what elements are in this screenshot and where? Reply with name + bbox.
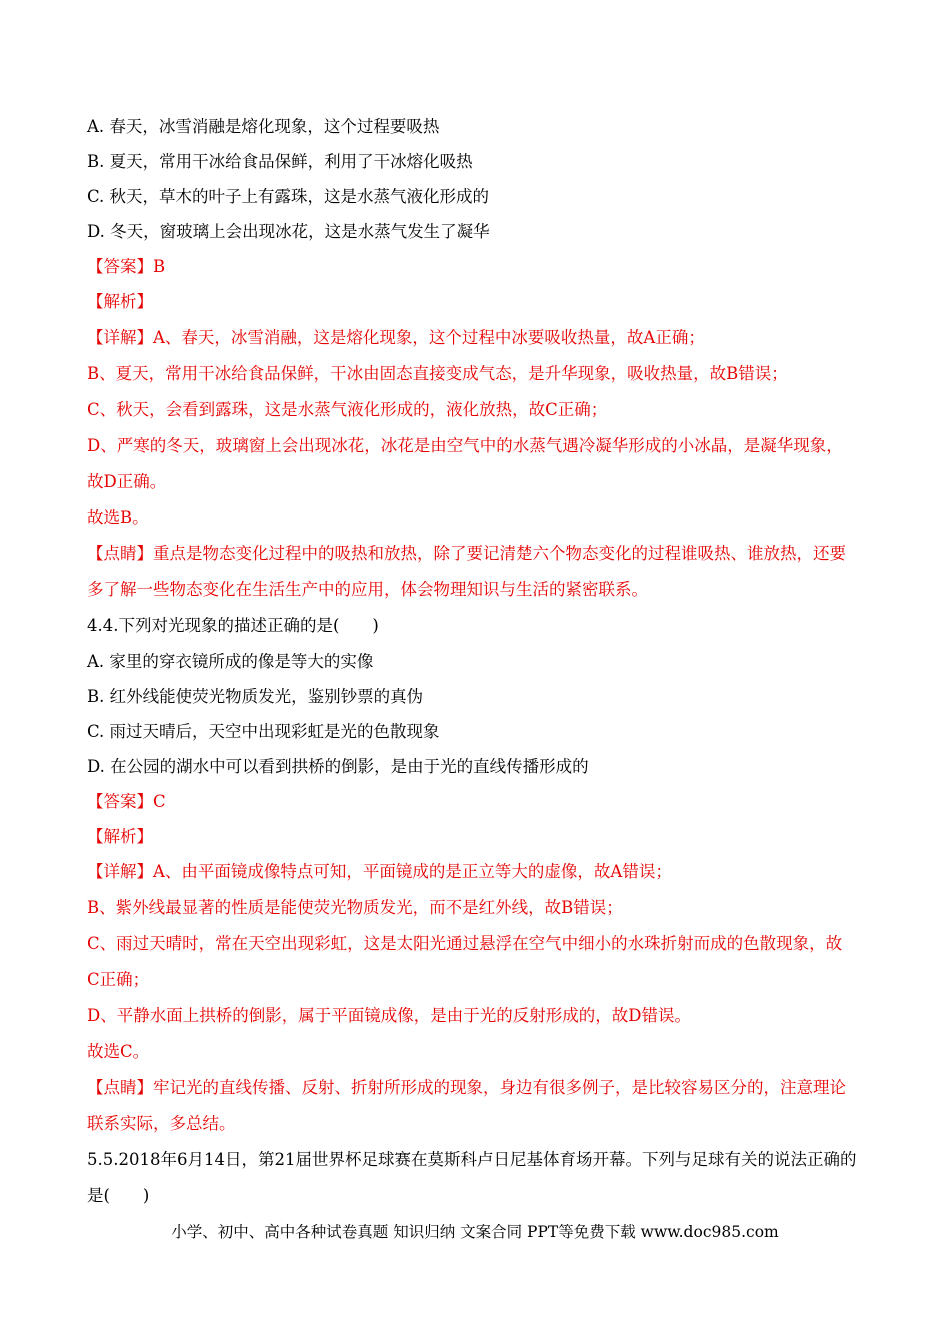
q3-option-c: C. 秋天，草木的叶子上有露珠，这是水蒸气液化形成的	[87, 187, 490, 206]
q4-detail-c-cont: C正确；	[87, 970, 150, 989]
q3-option-b: B. 夏天，常用干冰给食品保鲜，利用了干冰熔化吸热	[87, 152, 473, 171]
q4-detail-a: 【详解】A、由平面镜成像特点可知，平面镜成的是正立等大的虚像，故A错误；	[87, 862, 672, 881]
q4-detail-b: B、紫外线最显著的性质是能使荧光物质发光，而不是红外线，故B错误；	[87, 898, 623, 917]
q4-answer: 【答案】C	[87, 792, 166, 811]
q4-analysis-label: 【解析】	[87, 827, 153, 846]
q3-comment-line1: 【点睛】重点是物态变化过程中的吸热和放热，除了要记清楚六个物态变化的过程谁吸热、谁放热，还要	[87, 544, 846, 563]
q5-stem-line2: 是( )	[87, 1186, 150, 1205]
q4-comment-line2: 联系实际，多总结。	[87, 1114, 236, 1133]
q3-choice: 故选B。	[87, 508, 149, 527]
q4-option-a: A. 家里的穿衣镜所成的像是等大的实像	[87, 652, 374, 671]
q4-option-c: C. 雨过天晴后，天空中出现彩虹是光的色散现象	[87, 722, 440, 741]
q5-stem-line1: 5.5.2018年6月14日，第21届世界杯足球赛在莫斯科卢日尼基体育场开幕。下列与足球有关的说法正确的	[87, 1150, 857, 1169]
q3-detail-a: 【详解】A、春天，冰雪消融，这是熔化现象，这个过程中冰要吸收热量，故A正确；	[87, 328, 705, 347]
q3-option-a: A. 春天，冰雪消融是熔化现象，这个过程要吸热	[87, 117, 440, 136]
q4-detail-d: D、平静水面上拱桥的倒影，属于平面镜成像，是由于光的反射形成的，故D错误。	[87, 1006, 691, 1025]
q3-detail-c: C、秋天，会看到露珠，这是水蒸气液化形成的，液化放热，故C正确；	[87, 400, 608, 419]
q4-choice: 故选C。	[87, 1042, 150, 1061]
q4-option-d: D. 在公园的湖水中可以看到拱桥的倒影，是由于光的直线传播形成的	[87, 757, 589, 776]
q4-detail-c: C、雨过天晴时，常在天空出现彩虹，这是太阳光通过悬浮在空气中细小的水珠折射而成的色散现象，故	[87, 934, 843, 953]
q3-answer: 【答案】B	[87, 257, 166, 276]
page-footer: 小学、初中、高中各种试卷真题 知识归纳 文案合同 PPT等免费下载 www.doc985.com	[171, 1223, 779, 1241]
q3-detail-d: D、严寒的冬天，玻璃窗上会出现冰花，冰花是由空气中的水蒸气遇冷凝华形成的小冰晶，是凝华现象，	[87, 436, 843, 455]
q3-option-d: D. 冬天，窗玻璃上会出现冰花，这是水蒸气发生了凝华	[87, 222, 490, 241]
q3-detail-d-cont: 故D正确。	[87, 472, 167, 491]
q3-detail-b: B、夏天，常用干冰给食品保鲜，干冰由固态直接变成气态，是升华现象，吸收热量，故B错误；	[87, 364, 788, 383]
q4-option-b: B. 红外线能使荧光物质发光，鉴别钞票的真伪	[87, 687, 424, 706]
q4-comment-line1: 【点睛】牢记光的直线传播、反射、折射所形成的现象，身边有很多例子，是比较容易区分的，注意理论	[87, 1078, 846, 1097]
q3-comment-line2: 多了解一些物态变化在生活生产中的应用，体会物理知识与生活的紧密联系。	[87, 580, 648, 599]
q3-analysis-label: 【解析】	[87, 292, 153, 311]
q4-stem: 4.4.下列对光现象的描述正确的是( )	[87, 616, 379, 635]
